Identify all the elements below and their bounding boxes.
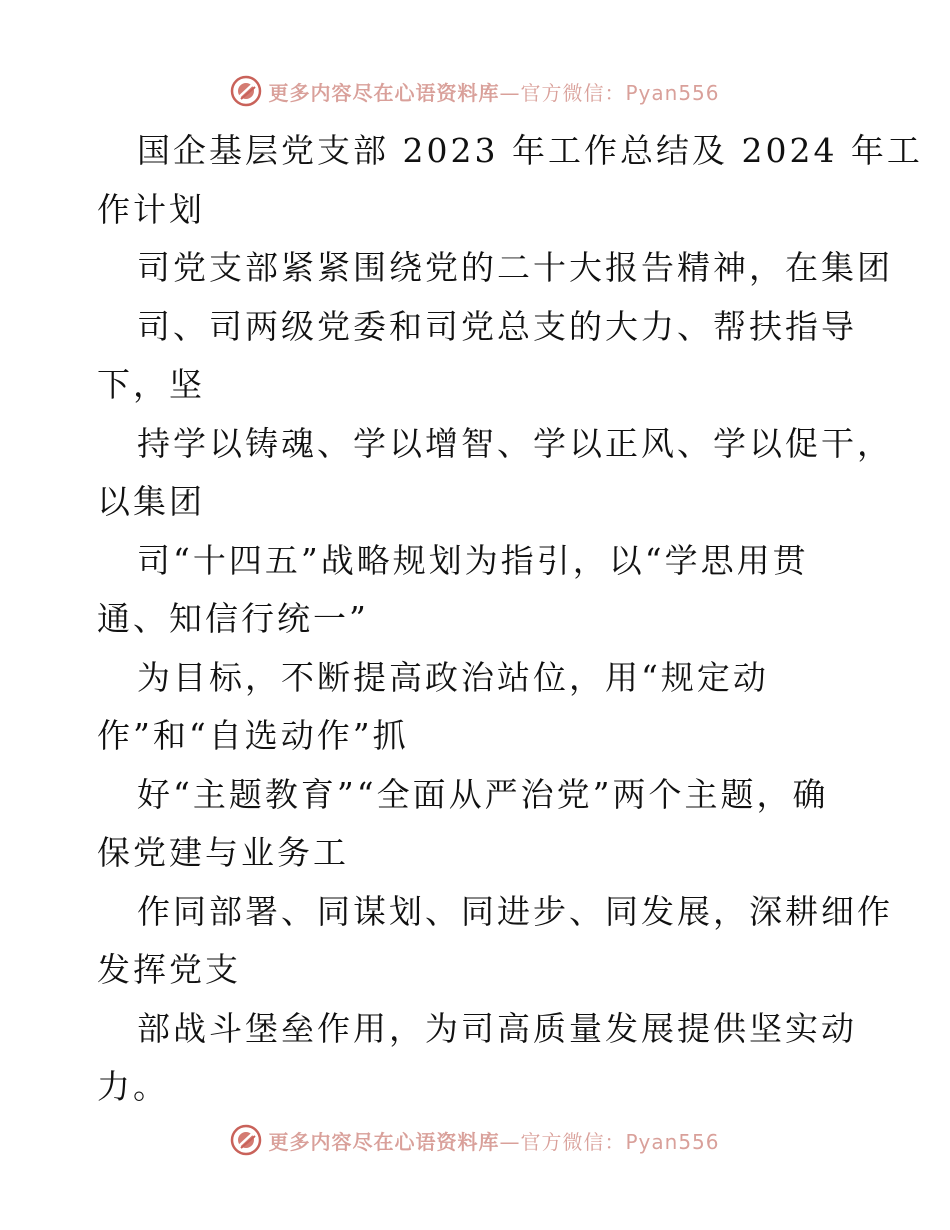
text-line: 司党支部紧紧围绕党的二十大报告精神，在集团 [137, 248, 893, 287]
text-line: 作同部署、同谋划、同进步、同发展，深耕细作 [137, 891, 893, 931]
text-line: 为目标，不断提高政治站位，用“规定动 [137, 657, 769, 697]
text-line: 司、司两级党委和司党总支的大力、帮扶指导 [137, 306, 857, 346]
text-line: 国企基层党支部 2023 年工作总结及 2024 年工 [137, 131, 923, 170]
text-line: 好“主题教育”“全面从严治党”两个主题，确 [137, 774, 829, 814]
logo-seal-icon [230, 1124, 262, 1156]
text-line: 作”和“自选动作”抓 [97, 716, 409, 755]
document-body [97, 122, 923, 1117]
text-line: 作计划 [97, 189, 205, 229]
text-line: 司“十四五”战略规划为指引，以“学思用贯 [137, 540, 809, 580]
text-line: 以集团 [97, 482, 205, 521]
text-line: 保党建与业务工 [97, 833, 349, 872]
text-line: 通、知信行统一” [97, 599, 369, 638]
watermark-text: 更多内容尽在心语资料库—官方微信：Pyan556 [268, 80, 720, 105]
text-line: 持学以铸魂、学以增智、学以正风、学以促干， [137, 423, 893, 463]
text-line: 力。 [97, 1067, 169, 1106]
header-watermark-banner [0, 71, 950, 111]
text-line: 发挥党支 [97, 950, 241, 989]
text-line: 部战斗堡垒作用，为司高质量发展提供坚实动 [137, 1008, 857, 1048]
logo-seal-icon [230, 75, 262, 107]
text-line: 下，坚 [97, 365, 205, 404]
footer-watermark-banner [0, 1120, 950, 1160]
watermark-text: 更多内容尽在心语资料库—官方微信：Pyan556 [268, 1129, 720, 1154]
